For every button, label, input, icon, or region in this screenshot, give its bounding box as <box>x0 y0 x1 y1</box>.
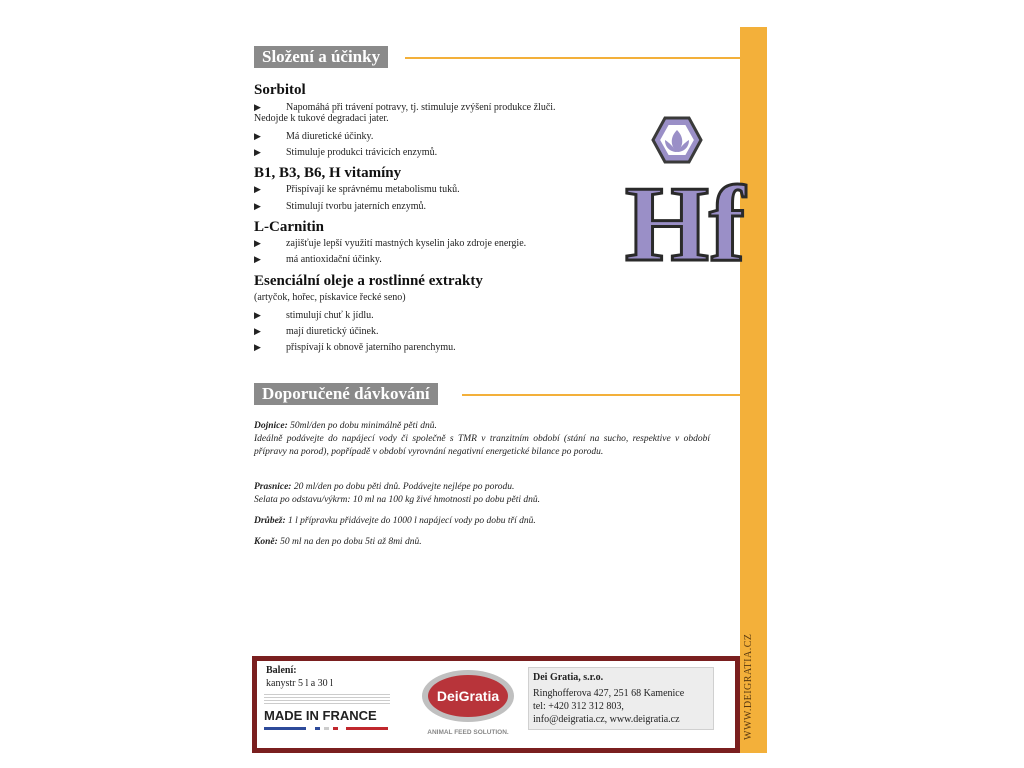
list-item <box>254 309 674 322</box>
arrow-icon: ▶ <box>254 184 261 194</box>
flag-dot <box>315 727 320 730</box>
list-item-text: zajišťuje lepší využití mastných kyselin jako zdroje energie. <box>286 238 527 249</box>
list-item-text: Stimuluje produkci trávicích enzymů. <box>286 147 438 158</box>
company-email-web[interactable]: info@deigratia.cz, www.deigratia.cz <box>533 714 680 725</box>
dosage-label: Koně: <box>254 537 278 547</box>
deigratia-logo <box>420 668 516 738</box>
made-in-decoration <box>264 694 390 706</box>
list-item <box>254 130 674 143</box>
logo-text: Hf <box>625 165 745 270</box>
arrow-icon: ▶ <box>254 326 261 336</box>
dosage-label: Drůbež: <box>254 516 286 526</box>
header-line <box>405 57 740 59</box>
list-item-text: Napomáhá při trávení potravy, tj. stimuluje zvýšení produkce žluči. <box>286 102 556 113</box>
list-item-continuation: Nedojde k tukové degradaci jater. <box>254 113 389 124</box>
list-item <box>254 325 674 338</box>
heading-carnitin: L-Carnitin <box>254 219 325 235</box>
flag-dot <box>333 727 338 730</box>
company-address: Ringhofferova 427, 251 68 Kamenice <box>533 688 685 699</box>
dosage-text: 50 ml na den po dobu 5ti až 8mi dnů. <box>277 537 422 547</box>
dosage-text: 20 ml/den po dobu pěti dnů. Podávejte nejlépe po porodu. <box>291 482 515 492</box>
flag-stripe-red <box>346 727 388 730</box>
arrow-icon: ▶ <box>254 238 261 248</box>
made-in-france-label: MADE IN FRANCE <box>264 708 377 723</box>
brand-text: DeiGratia <box>436 688 500 704</box>
list-item-text: přispívají k obnově jaterního parenchymu. <box>286 342 456 353</box>
list-item <box>254 341 674 354</box>
dosage-label: Prasnice: <box>254 482 292 492</box>
list-item-text: mají diuretický účinek. <box>286 326 379 337</box>
hf-product-logo <box>625 110 770 270</box>
section-header-composition: Složení a účinky <box>254 46 388 68</box>
section-header-dosage: Doporučené dávkování <box>254 383 438 405</box>
arrow-icon: ▶ <box>254 201 261 211</box>
list-item-text: Stimulují tvorbu jaterních enzymů. <box>286 201 426 212</box>
oils-subtitle: (artyčok, hořec, pískavice řecké seno) <box>254 292 406 303</box>
dosage-drubez <box>254 515 710 528</box>
contact-box <box>528 667 714 730</box>
list-item-text: Má diuretické účinky. <box>286 131 374 142</box>
dosage-kone <box>254 536 710 549</box>
list-item <box>254 200 674 213</box>
list-item <box>254 183 674 196</box>
dosage-note: Selata po odstavu/výkrm: 10 ml na 100 kg živé hmotnosti po dobu pěti dnů. <box>254 495 541 505</box>
heading-vitamins: B1, B3, B6, H vitamíny <box>254 165 402 181</box>
heading-oils: Esenciální oleje a rostlinné extrakty <box>254 273 483 289</box>
dosage-text: 50ml/den po dobu minimálně pěti dnů. <box>287 421 437 431</box>
header-line <box>462 394 740 396</box>
list-item-text: Přispívají ke správnému metabolismu tuků. <box>286 184 460 195</box>
arrow-icon: ▶ <box>254 131 261 141</box>
packaging-info <box>266 664 333 690</box>
side-url: WWW.DEIGRATIA.CZ <box>743 633 754 740</box>
list-item <box>254 146 674 159</box>
list-item <box>254 253 674 266</box>
arrow-icon: ▶ <box>254 342 261 352</box>
dosage-text: 1 l přípravku přidávejte do 1000 l napájecí vody po dobu tří dnů. <box>285 516 536 526</box>
list-item <box>254 237 674 250</box>
flag-dot <box>324 727 329 730</box>
packaging-label: Balení: <box>266 665 297 676</box>
list-item-text: má antioxidační účinky. <box>286 254 382 265</box>
dosage-prasnice <box>254 481 710 507</box>
dosage-dojnice <box>254 420 710 459</box>
company-name: Dei Gratia, s.r.o. <box>533 672 604 683</box>
arrow-icon: ▶ <box>254 310 261 320</box>
dosage-label: Dojnice: <box>254 421 288 431</box>
company-phone: tel: +420 312 312 803, <box>533 701 624 712</box>
list-item-text: stimulují chuť k jídlu. <box>286 310 374 321</box>
packaging-value: kanystr 5 l a 30 l <box>266 678 333 689</box>
arrow-icon: ▶ <box>254 254 261 264</box>
heading-sorbitol: Sorbitol <box>254 82 306 98</box>
flag-stripe-blue <box>264 727 306 730</box>
dosage-note: Ideálně podávejte do napájecí vody či společně s TMR v tranzitním období (stání na sucho, respektive v období přípravy na porod), popřípadě v období vyrovnání negativní energetické bilance po porodu. <box>254 434 710 457</box>
arrow-icon: ▶ <box>254 102 261 112</box>
arrow-icon: ▶ <box>254 147 261 157</box>
brand-tagline: ANIMAL FEED SOLUTION. <box>427 729 509 736</box>
